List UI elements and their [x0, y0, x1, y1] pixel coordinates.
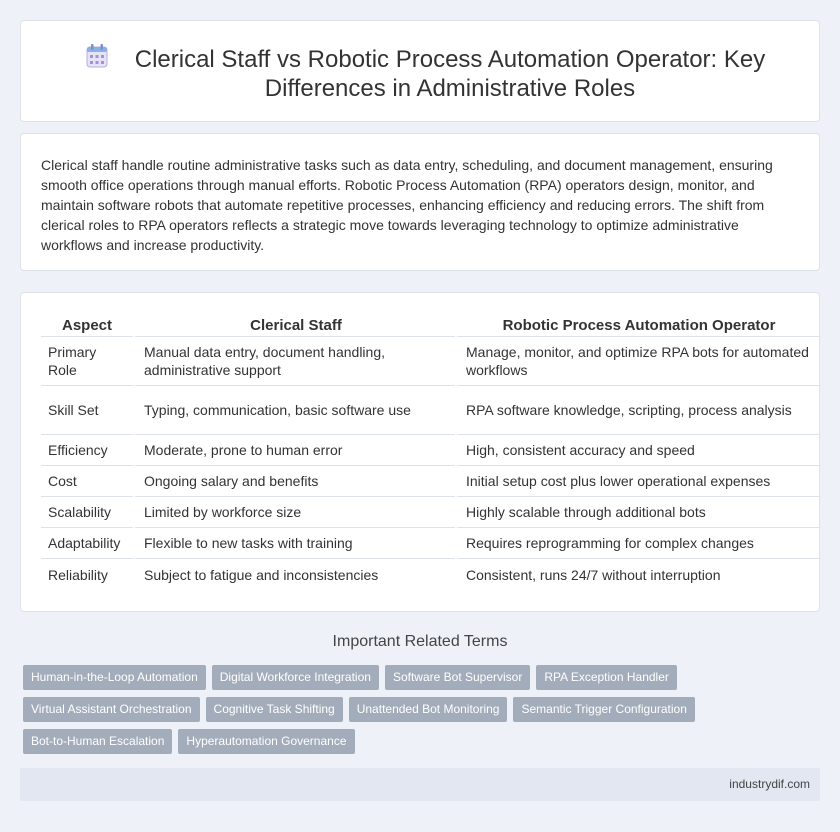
rpa-cell: RPA software knowledge, scripting, process analysis [455, 386, 819, 435]
header-rpa-operator: Robotic Process Automation Operator [455, 315, 819, 337]
clerical-cell: Subject to fatigue and inconsistencies [133, 559, 455, 590]
rpa-cell: Requires reprogramming for complex changes [455, 528, 819, 559]
table-row [41, 466, 819, 497]
related-term-tag[interactable]: RPA Exception Handler [536, 665, 677, 690]
table-row [41, 528, 819, 559]
clerical-cell: Ongoing salary and benefits [133, 466, 455, 497]
footer-site-link[interactable]: industrydif.com [729, 777, 810, 791]
related-term-tag[interactable]: Semantic Trigger Configuration [513, 697, 694, 722]
related-term-tag[interactable]: Human-in-the-Loop Automation [23, 665, 206, 690]
table-row [41, 435, 819, 466]
title-card [20, 20, 820, 122]
comparison-table [41, 315, 819, 590]
aspect-cell: Reliability [48, 566, 108, 583]
aspect-cell: Adaptability [41, 528, 133, 559]
intro-paragraph: Clerical staff handle routine administrative tasks such as data entry, scheduling, and document management, ensuring smooth office operations through manual efforts. Robotic Process Automation (RPA) operators design, monitor, and maintain software robots that automate repetitive processes, enhancing efficiency and reducing errors. The shift from clerical roles to RPA operators reflects a strategic move towards leveraging technology to optimize administrative workflows and increase productivity. [41, 157, 773, 253]
aspect-cell: Primary Role [41, 337, 133, 386]
intro-card [20, 133, 820, 271]
clerical-cell: Typing, communication, basic software use [133, 386, 455, 435]
page-title: Clerical Staff vs Robotic Process Automation Operator: Key Differences in Administrative Roles [134, 46, 766, 102]
table-header-row [41, 315, 819, 337]
table-row [41, 386, 819, 435]
rpa-cell: High, consistent accuracy and speed [455, 435, 819, 466]
header-clerical-staff: Clerical Staff [133, 315, 455, 337]
table-row [41, 497, 819, 528]
rpa-cell: Consistent, runs 24/7 without interruption [455, 559, 819, 590]
table-row [41, 337, 819, 386]
aspect-cell: Skill Set [41, 386, 133, 435]
comparison-card [20, 292, 820, 612]
rpa-cell: Initial setup cost plus lower operational expenses [455, 466, 819, 497]
related-term-tag[interactable]: Software Bot Supervisor [385, 665, 530, 690]
header-aspect: Aspect [41, 315, 133, 337]
clerical-cell: Moderate, prone to human error [133, 435, 455, 466]
clerical-cell: Manual data entry, document handling, administrative support [133, 337, 455, 386]
clerical-cell: Limited by workforce size [133, 497, 455, 528]
aspect-cell: Scalability [41, 497, 133, 528]
related-term-tag[interactable]: Hyperautomation Governance [178, 729, 354, 754]
related-terms-heading: Important Related Terms [332, 633, 508, 650]
aspect-cell: Cost [41, 466, 133, 497]
rpa-cell: Manage, monitor, and optimize RPA bots for automated workflows [455, 337, 819, 386]
related-terms-list [23, 665, 723, 761]
related-term-tag[interactable]: Cognitive Task Shifting [206, 697, 343, 722]
rpa-cell: Highly scalable through additional bots [455, 497, 819, 528]
aspect-cell: Efficiency [41, 435, 133, 466]
related-term-tag[interactable]: Unattended Bot Monitoring [349, 697, 508, 722]
clerical-cell: Flexible to new tasks with training [133, 528, 455, 559]
related-term-tag[interactable]: Bot-to-Human Escalation [23, 729, 172, 754]
footer [20, 768, 820, 801]
related-term-tag[interactable]: Virtual Assistant Orchestration [23, 697, 200, 722]
table-row [41, 559, 819, 590]
related-term-tag[interactable]: Digital Workforce Integration [212, 665, 379, 690]
